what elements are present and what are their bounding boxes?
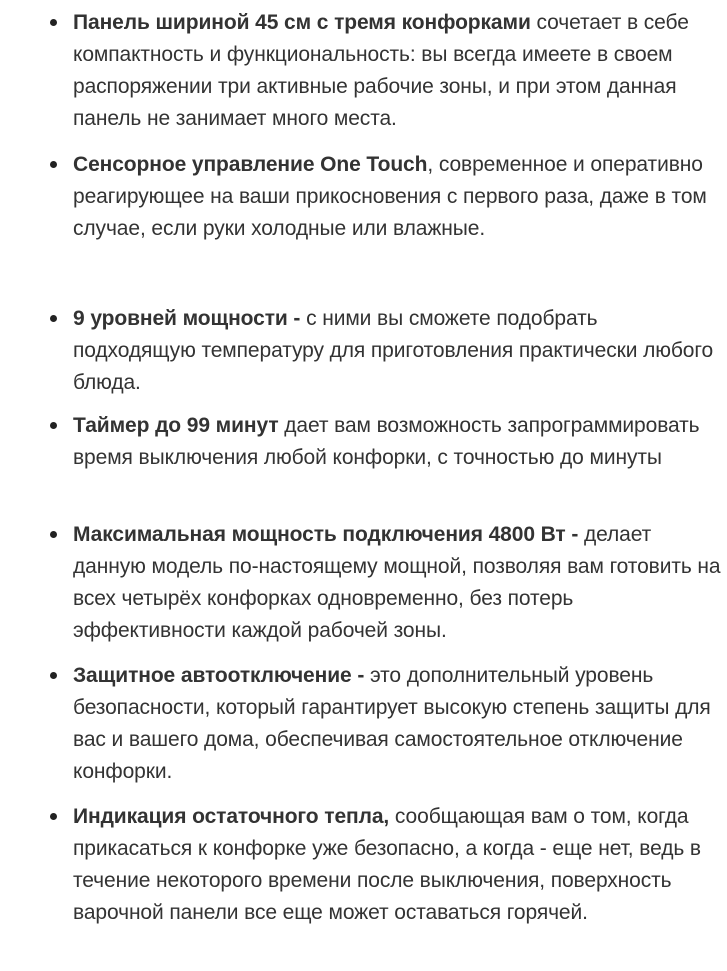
bullet-icon xyxy=(50,813,57,820)
bullet-icon xyxy=(50,19,57,26)
bullet-icon xyxy=(50,672,57,679)
feature-description: сообщающая вам о том, когда прикасаться к конфорке уже безопасно, а когда - еще нет, ведь в течение некоторого времени после выключения, поверхность варочной панели все еще может оставаться горячей. xyxy=(73,805,701,924)
feature-description: делает данную модель по-настоящему мощной, позволяя вам готовить на всех четырёх конфорках одновременно, без потерь эффективности каждой рабочей зоны. xyxy=(73,523,721,642)
bullet-icon xyxy=(50,422,57,429)
feature-text xyxy=(73,7,721,135)
feature-text xyxy=(73,303,721,399)
feature-title: Сенсорное управление One Touch xyxy=(73,153,428,176)
feature-description: с ними вы сможете подобрать подходящую температуру для приготовления практически любого блюда. xyxy=(73,307,714,394)
feature-title: Максимальная мощность подключения 4800 Вт - xyxy=(73,523,579,546)
feature-text xyxy=(73,410,721,474)
feature-text xyxy=(73,519,721,647)
feature-text xyxy=(73,660,721,788)
feature-title: Таймер до 99 минут xyxy=(73,414,279,437)
feature-description: это дополнительный уровень безопасности, который гарантирует высокую степень защиты для вас и вашего дома, обеспечивая самостоятельное отключение конфорки. xyxy=(73,664,711,783)
bullet-icon xyxy=(50,161,57,168)
feature-text xyxy=(73,149,721,245)
feature-title: Панель шириной 45 см с тремя конфорками xyxy=(73,11,531,34)
feature-description: , современное и оперативно реагирующее на ваши прикосновения с первого раза, даже в том случае, если руки холодные или влажные. xyxy=(73,153,707,240)
feature-title: 9 уровней мощности - xyxy=(73,307,301,330)
feature-description: сочетает в себе компактность и функциональность: вы всегда имеете в своем распоряжении три активные рабочие зоны, и при этом данная панель не занимает много места. xyxy=(73,11,689,130)
feature-text xyxy=(73,801,721,929)
feature-description: дает вам возможность запрограммировать время выключения любой конфорки, с точностью до минуты xyxy=(73,414,700,469)
feature-title: Индикация остаточного тепла, xyxy=(73,805,390,828)
bullet-icon xyxy=(50,315,57,322)
bullet-icon xyxy=(50,531,57,538)
feature-title: Защитное автоотключение - xyxy=(73,664,365,687)
